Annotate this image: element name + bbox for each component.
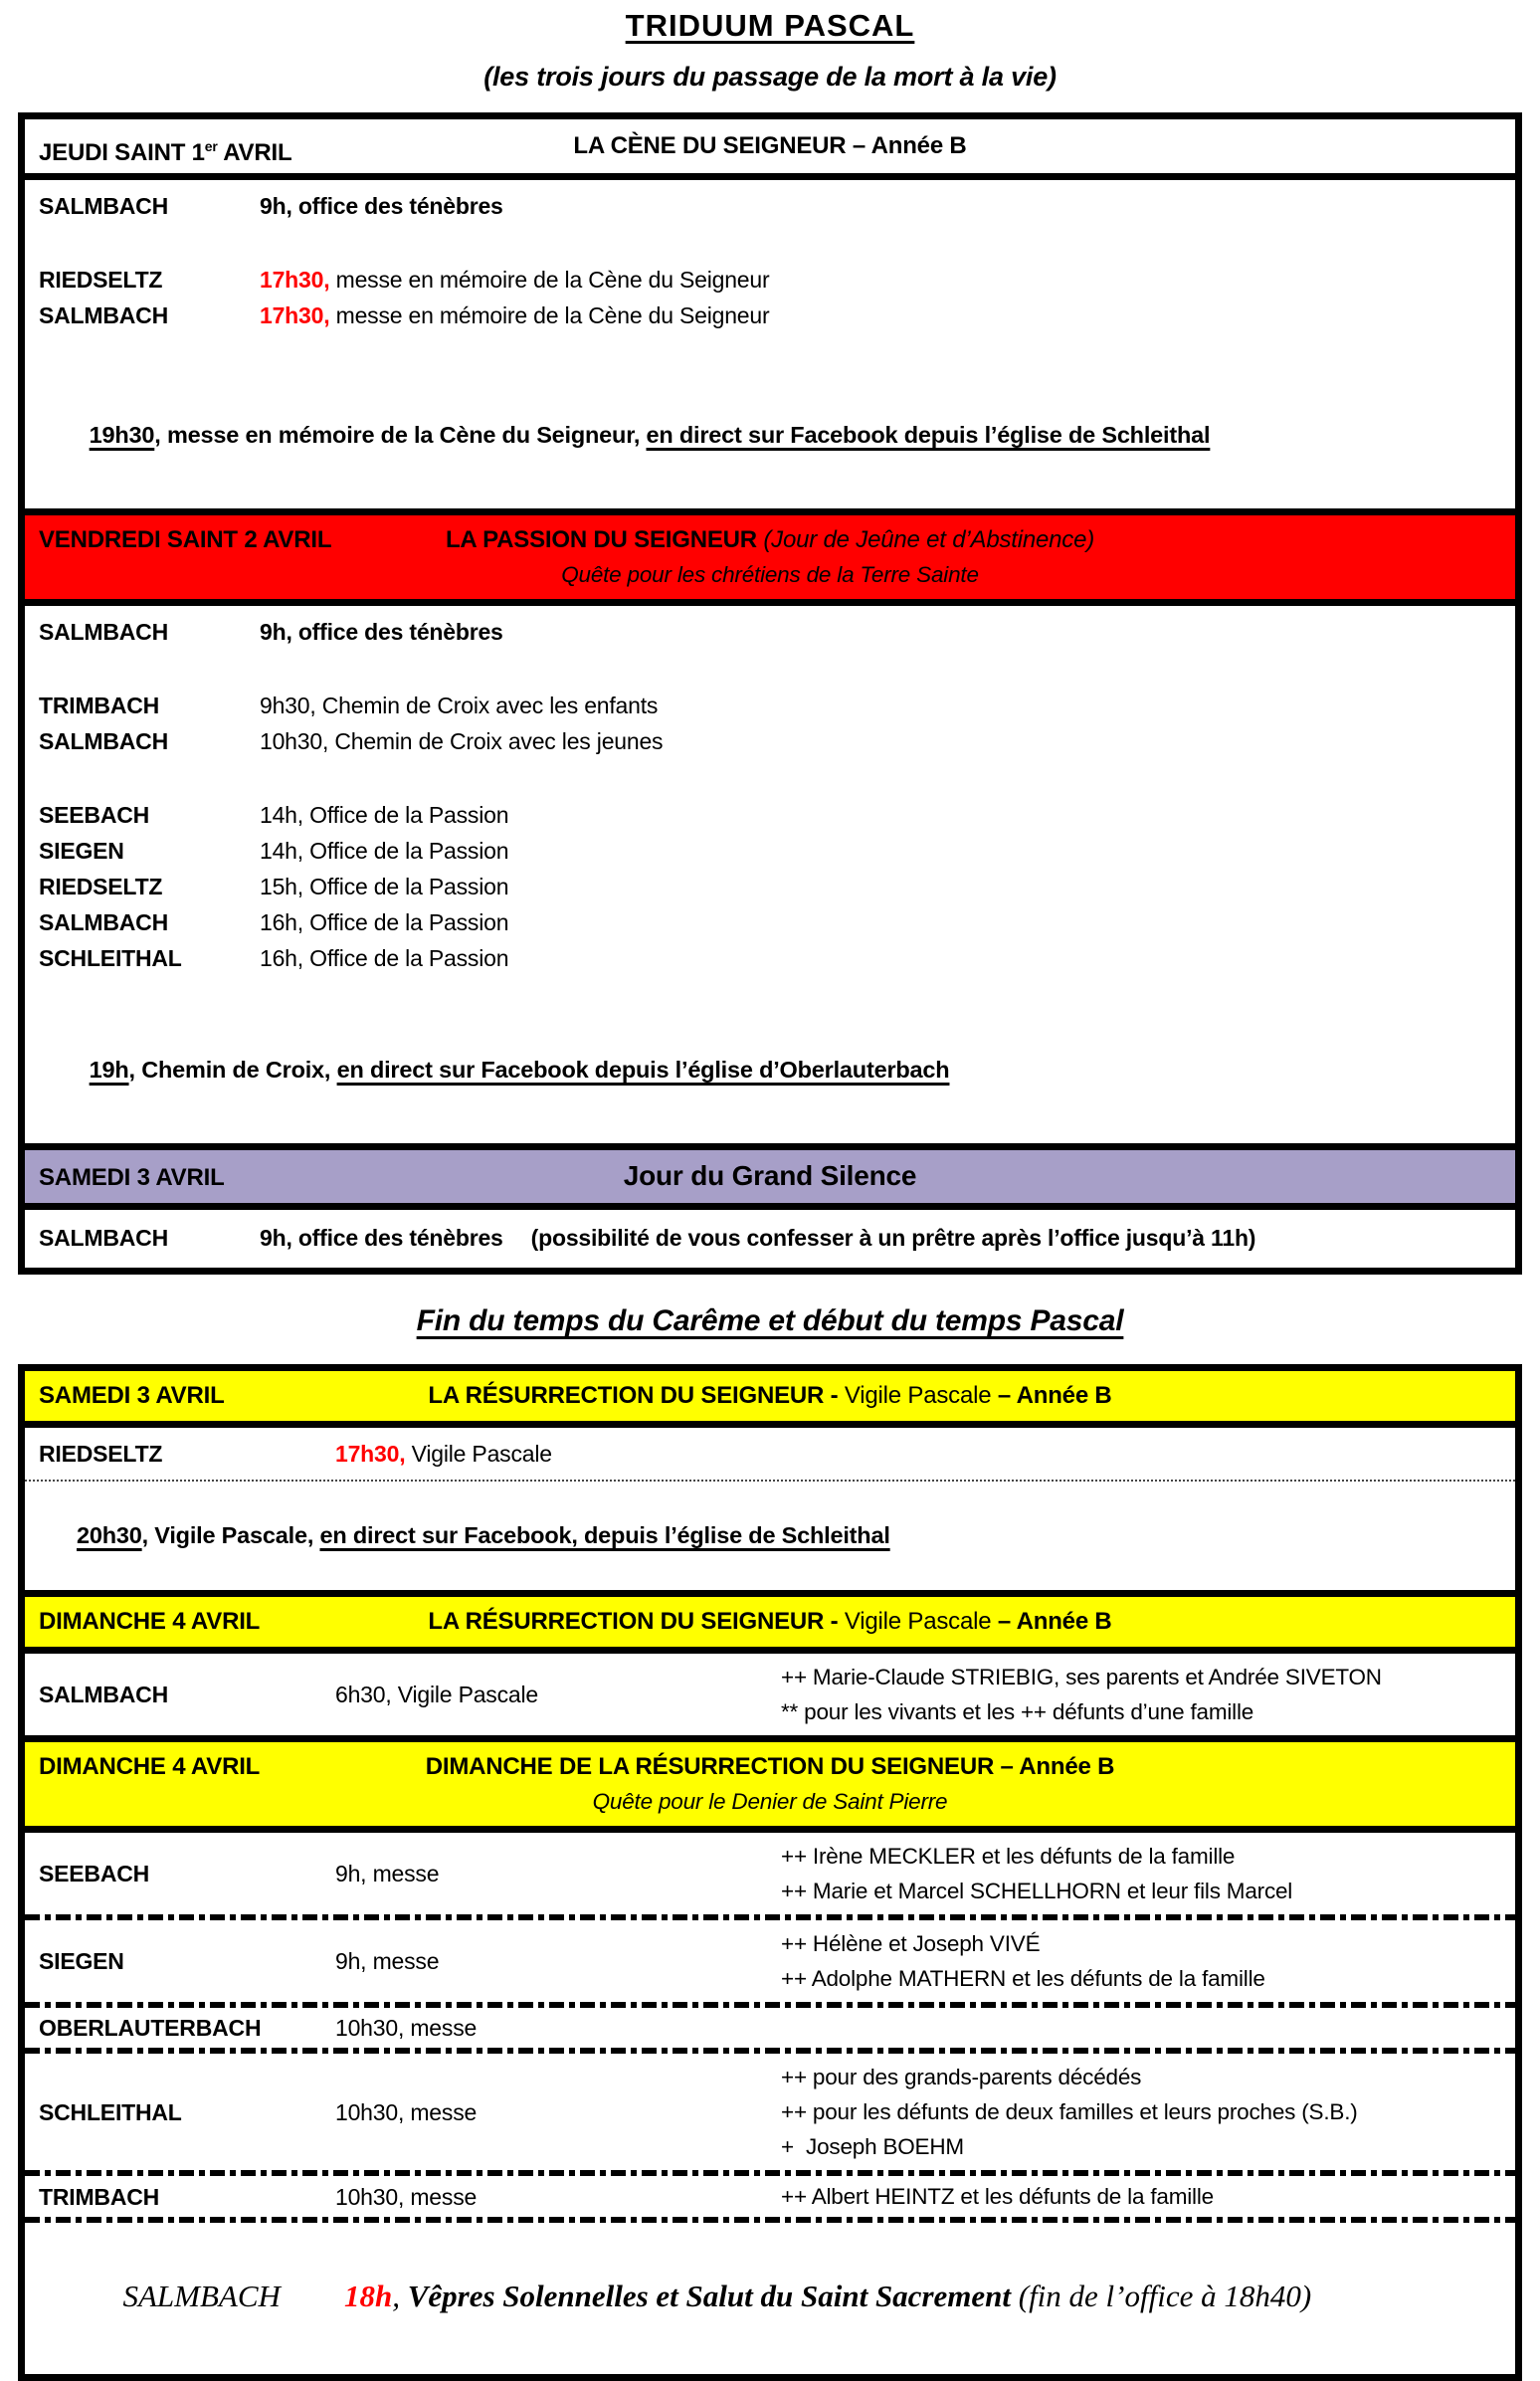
time-desc-cell: 10h30, Chemin de Croix avec les jeunes bbox=[260, 728, 664, 754]
time-desc-cell: 14h, Office de la Passion bbox=[260, 802, 509, 828]
schedule-row bbox=[25, 298, 1515, 333]
location-cell: SCHLEITHAL bbox=[39, 2098, 182, 2125]
facebook-live-line: 19h, Chemin de Croix, en direct sur Facebook depuis l’église d’Oberlauterbach bbox=[89, 1057, 950, 1083]
blank-line bbox=[25, 333, 1515, 371]
schedule-row bbox=[25, 2008, 1515, 2048]
banner-date: DIMANCHE 4 AVRIL bbox=[39, 1608, 261, 1635]
vespers-note: (fin de l’office à 18h40) bbox=[1011, 2279, 1312, 2313]
location-cell: SEEBACH bbox=[39, 802, 150, 828]
time-desc-cell: 16h, Office de la Passion bbox=[260, 945, 509, 971]
intention-line: ++ Marie-Claude STRIEBIG, ses parents et Andrée SIVETON bbox=[781, 1665, 1382, 1689]
time-desc-cell: 17h30, Vigile Pascale bbox=[335, 1441, 552, 1467]
schedule-row bbox=[25, 2054, 1515, 2170]
location-cell: SALMBACH bbox=[39, 1225, 168, 1251]
time-cell: 10h30, messe bbox=[335, 2098, 478, 2125]
intention-line: ++ pour des grands-parents décédés bbox=[781, 2065, 1142, 2089]
time-desc-cell: 17h30, messe en mémoire de la Cène du Seigneur bbox=[260, 302, 770, 328]
location-cell: RIEDSELTZ bbox=[39, 267, 163, 293]
intentions-cell bbox=[781, 2179, 1501, 2214]
location-cell: SIEGEN bbox=[39, 1948, 124, 1974]
schedule-row bbox=[25, 1428, 1515, 1480]
schedule-row bbox=[25, 1920, 1515, 2002]
vespers-title: Vêpres Solennelles et Salut du Saint Sacrement bbox=[407, 2279, 1011, 2313]
location-cell: SCHLEITHAL bbox=[39, 945, 182, 971]
banner-title: Jour du Grand Silence bbox=[623, 1160, 917, 1191]
location-cell: RIEDSELTZ bbox=[39, 1441, 163, 1467]
intentions-cell bbox=[781, 2060, 1501, 2164]
banner-date: SAMEDI 3 AVRIL bbox=[39, 1164, 225, 1191]
schedule-row bbox=[25, 797, 1515, 833]
time-cell: 6h30, Vigile Pascale bbox=[335, 1682, 538, 1707]
time-cell: 10h30, messe bbox=[335, 2183, 478, 2210]
schedule-row bbox=[25, 940, 1515, 976]
mid-heading: Fin du temps du Carême et début du temps Pascal bbox=[416, 1304, 1124, 1337]
schedule-row bbox=[25, 188, 1515, 224]
location-cell: SEEBACH bbox=[39, 1861, 150, 1886]
location-cell: SIEGEN bbox=[39, 838, 124, 864]
header-date: JEUDI SAINT 1er AVRIL bbox=[39, 138, 292, 166]
intention-line: ++ Hélène et Joseph VIVÉ bbox=[781, 1931, 1041, 1956]
banner-date: SAMEDI 3 AVRIL bbox=[39, 1382, 225, 1409]
banner-title: LA RÉSURRECTION DU SEIGNEUR - Vigile Pascale – Année B bbox=[428, 1608, 1112, 1635]
blank-line bbox=[25, 759, 1515, 797]
schedule-row bbox=[25, 2176, 1515, 2217]
banner-vendredi-saint bbox=[25, 508, 1515, 606]
facebook-live-line: 20h30, Vigile Pascale, en direct sur Facebook, depuis l’église de Schleithal bbox=[76, 1522, 890, 1548]
intention-line: ++ Adolphe MATHERN et les défunts de la famille bbox=[781, 1966, 1265, 1991]
schedule-row bbox=[25, 833, 1515, 869]
time-cell: 9h, messe bbox=[335, 1948, 440, 1974]
section-samedi bbox=[25, 1210, 1515, 1268]
banner-date: DIMANCHE 4 AVRIL bbox=[39, 1753, 261, 1780]
time-desc-cell: 14h, Office de la Passion bbox=[260, 838, 509, 864]
location-cell: OBERLAUTERBACH bbox=[39, 2015, 262, 2041]
header-title: LA CÈNE DU SEIGNEUR – Année B bbox=[573, 132, 967, 159]
schedule-row bbox=[25, 1654, 1515, 1735]
banner-dimanche-resurrection bbox=[25, 1735, 1515, 1833]
banner-samedi-silence bbox=[25, 1143, 1515, 1210]
banner-date: VENDREDI SAINT 2 AVRIL bbox=[39, 526, 332, 553]
blank-line bbox=[25, 224, 1515, 262]
blank-line bbox=[25, 650, 1515, 688]
intention-line: ++ Albert HEINTZ et les défunts de la famille bbox=[781, 2184, 1214, 2209]
location-cell: SALMBACH bbox=[122, 2279, 281, 2313]
header-jeudi-saint bbox=[25, 119, 1515, 180]
blank-line bbox=[25, 976, 1515, 1006]
intention-line: + Joseph BOEHM bbox=[781, 2134, 964, 2159]
intentions-cell bbox=[781, 1839, 1501, 1908]
schedule-row bbox=[25, 688, 1515, 723]
time-desc-cell: 9h, office des ténèbres bbox=[260, 619, 503, 645]
schedule-row bbox=[25, 904, 1515, 940]
time-desc-cell: 15h, Office de la Passion bbox=[260, 874, 509, 899]
schedule-row bbox=[25, 1833, 1515, 1914]
time-desc-cell: 9h30, Chemin de Croix avec les enfants bbox=[260, 693, 659, 718]
section-vendredi bbox=[25, 606, 1515, 1143]
location-cell: RIEDSELTZ bbox=[39, 874, 163, 899]
time-cell: 9h, messe bbox=[335, 1861, 440, 1886]
confession-note: (possibilité de vous confesser à un prêtre après l’office jusqu’à 11h) bbox=[530, 1225, 1256, 1251]
intention-line: ++ Irène MECKLER et les défunts de la famille bbox=[781, 1844, 1236, 1869]
schedule-row bbox=[25, 262, 1515, 298]
schedule-row bbox=[25, 869, 1515, 904]
location-cell: TRIMBACH bbox=[39, 2183, 160, 2210]
section-jeudi bbox=[25, 180, 1515, 508]
page-title: TRIDUUM PASCAL bbox=[625, 8, 915, 43]
vespers-row: SALMBACH 18h, Vêpres Solennelles et Salut du Saint Sacrement (fin de l’office à 18h40) bbox=[122, 2279, 1312, 2313]
location-cell: SALMBACH bbox=[39, 619, 168, 645]
time-desc-cell: 9h, office des ténèbres bbox=[260, 1225, 503, 1251]
intention-line: ++ pour les défunts de deux familles et leurs proches (S.B.) bbox=[781, 2099, 1358, 2124]
facebook-live-line: 19h30, messe en mémoire de la Cène du Seigneur, en direct sur Facebook depuis l’église de Schleithal bbox=[89, 422, 1211, 448]
location-cell: SALMBACH bbox=[39, 909, 168, 935]
intention-line: ++ Marie et Marcel SCHELLHORN et leur fils Marcel bbox=[781, 1879, 1293, 1903]
schedule-row bbox=[25, 723, 1515, 759]
schedule-row bbox=[25, 1220, 1515, 1256]
triduum-table bbox=[18, 112, 1522, 1275]
banner-dimanche-vigile bbox=[25, 1590, 1515, 1654]
banner-title: LA PASSION DU SEIGNEUR (Jour de Jeûne et d’Abstinence) bbox=[445, 526, 1095, 553]
time-cell: 18h bbox=[343, 2279, 393, 2313]
location-cell: SALMBACH bbox=[39, 1682, 168, 1707]
banner-collection-note: Quête pour le Denier de Saint Pierre bbox=[592, 1789, 948, 1814]
location-cell: SALMBACH bbox=[39, 728, 168, 754]
time-cell: 10h30, messe bbox=[335, 2015, 478, 2041]
banner-title: LA RÉSURRECTION DU SEIGNEUR - Vigile Pascale – Année B bbox=[428, 1382, 1112, 1409]
time-desc-cell: 9h, office des ténèbres bbox=[260, 193, 503, 219]
banner-title: DIMANCHE DE LA RÉSURRECTION DU SEIGNEUR – Année B bbox=[425, 1753, 1115, 1780]
intentions-cell bbox=[781, 1660, 1501, 1729]
time-desc-cell: 16h, Office de la Passion bbox=[260, 909, 509, 935]
page-subtitle: (les trois jours du passage de la mort à la vie) bbox=[483, 62, 1057, 92]
banner-collection-note: Quête pour les chrétiens de la Terre Sainte bbox=[561, 562, 979, 587]
intention-line: ** pour les vivants et les ++ défunts d’une famille bbox=[781, 1699, 1254, 1724]
location-cell: TRIMBACH bbox=[39, 693, 160, 718]
time-desc-cell: 17h30, messe en mémoire de la Cène du Seigneur bbox=[260, 267, 770, 293]
location-cell: SALMBACH bbox=[39, 193, 168, 219]
location-cell: SALMBACH bbox=[39, 302, 168, 328]
banner-samedi-vigile bbox=[25, 1371, 1515, 1428]
paques-table bbox=[18, 1364, 1522, 2381]
schedule-row bbox=[25, 614, 1515, 650]
intentions-cell bbox=[781, 1926, 1501, 1996]
